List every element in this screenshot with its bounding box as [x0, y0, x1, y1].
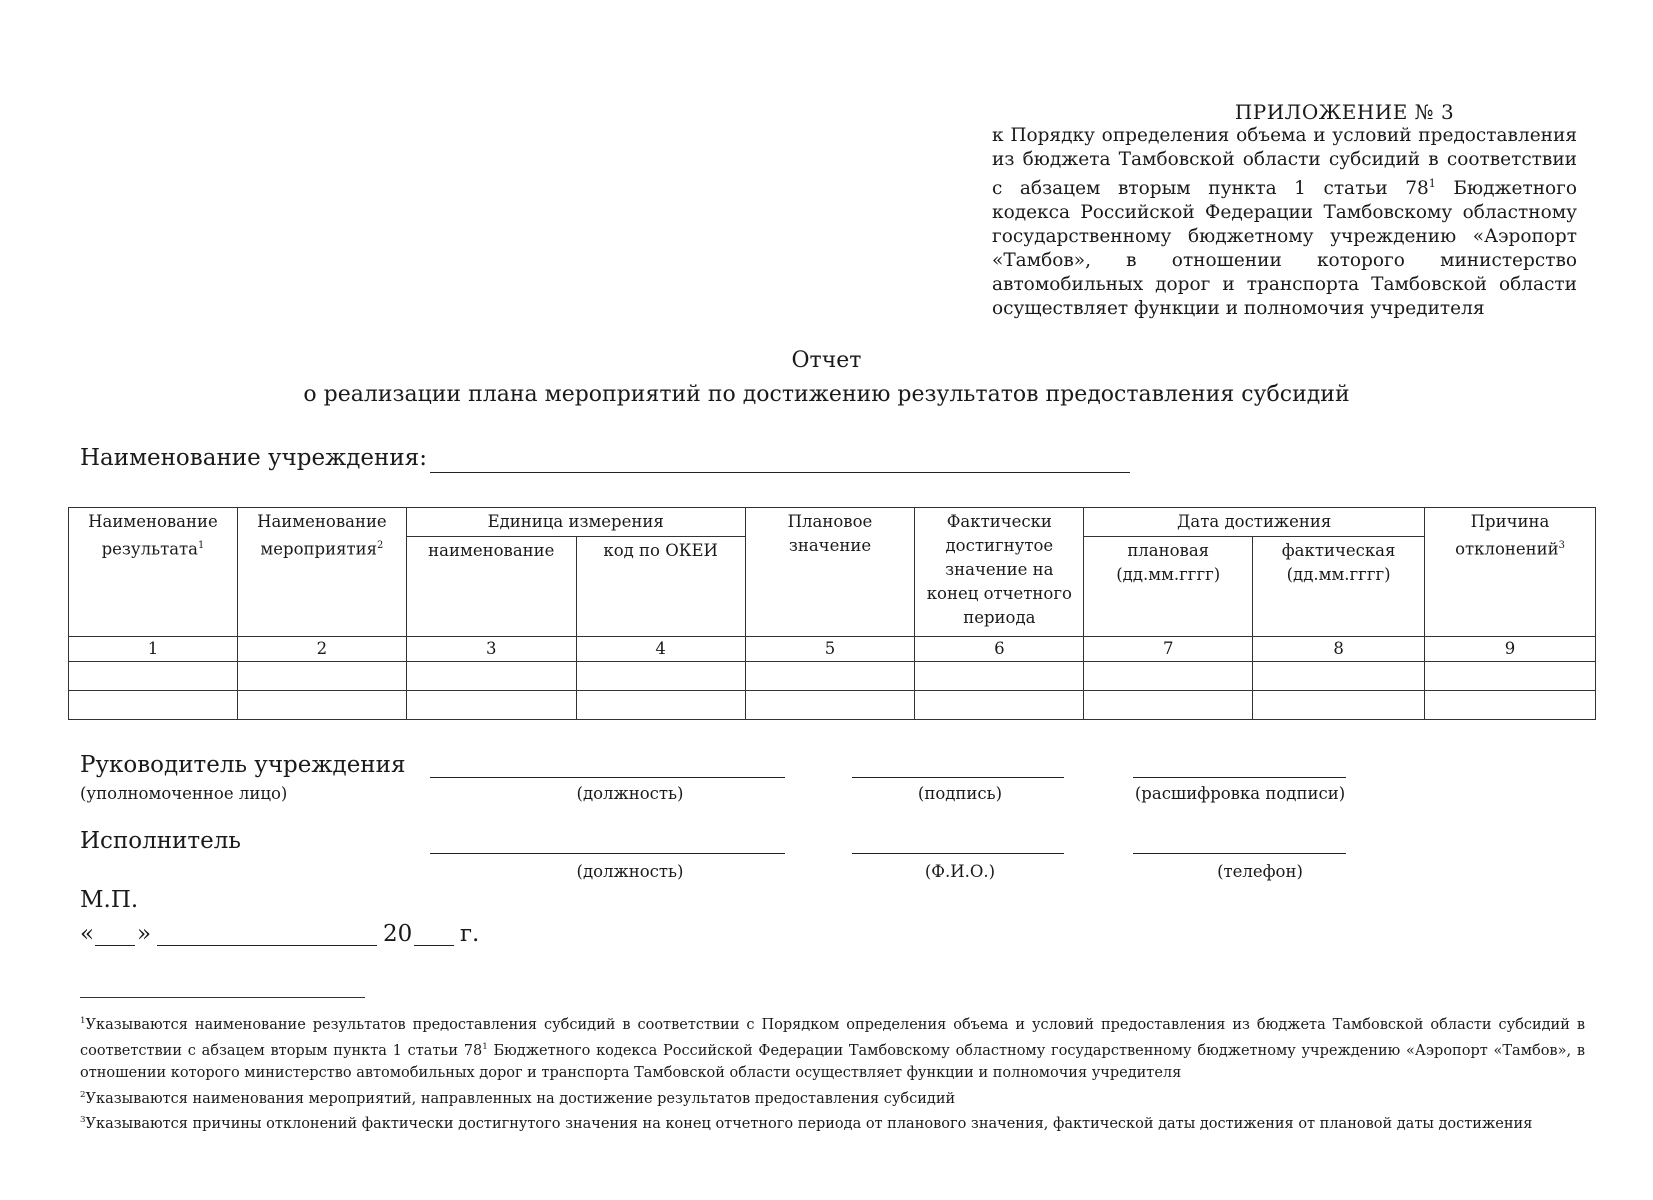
- table-cell[interactable]: [915, 691, 1084, 720]
- table-cell[interactable]: [237, 691, 406, 720]
- table-cell[interactable]: [69, 691, 238, 720]
- header-unit-name: наименование: [406, 537, 576, 637]
- header-date-plan: плановая (дд.мм.гггг): [1084, 537, 1253, 637]
- stamp-label: М.П.: [80, 887, 139, 913]
- col-number: 6: [915, 637, 1084, 662]
- caption-phone: (телефон): [1217, 862, 1303, 881]
- report-table: [68, 507, 1596, 720]
- executor-label: Исполнитель: [80, 828, 241, 854]
- appendix-block: [992, 100, 1577, 321]
- institution-label: Наименование учреждения:: [80, 445, 427, 471]
- header-actual-value: Фактически достигнутое значение на конец отчетного периода: [915, 508, 1084, 637]
- executor-position-line[interactable]: [430, 853, 785, 854]
- table-cell[interactable]: [1425, 691, 1596, 720]
- date-suffix: г.: [460, 921, 480, 947]
- date-day-line[interactable]: [95, 945, 135, 946]
- head-label: Руководитель учреждения: [80, 752, 406, 778]
- date-year-line[interactable]: [414, 945, 454, 946]
- col-number: 2: [237, 637, 406, 662]
- appendix-text: к Порядку определения объема и условий предоставления из бюджета Тамбовской области субсидий в соответствии с абзацем вторым пункта 1 статьи $78^1$ Бюджетного кодекса Российской Федерации Тамбовскому областному государственному бюджетному учреждению «Аэропорт «Тамбов», в отношении которого министерство автомобильных дорог и транспорта Тамбовской области осуществляет функции и полномочия учредителя: [992, 125, 1577, 320]
- table-cell[interactable]: [69, 662, 238, 691]
- caption-fio: (Ф.И.О.): [924, 862, 996, 881]
- table-cell[interactable]: [576, 691, 745, 720]
- col-number: 7: [1084, 637, 1253, 662]
- col-number: 9: [1425, 637, 1596, 662]
- col-number: 8: [1253, 637, 1425, 662]
- header-reason: Причина отклонений$^3$: [1425, 508, 1596, 637]
- table-cell[interactable]: [576, 662, 745, 691]
- institution-name-line[interactable]: [430, 472, 1130, 473]
- table-cell[interactable]: [1253, 691, 1425, 720]
- executor-phone-line[interactable]: [1133, 853, 1346, 854]
- head-signature-line[interactable]: [852, 777, 1064, 778]
- head-sublabel: (уполномоченное лицо): [80, 784, 288, 803]
- header-result: Наименование результата$^1$: [69, 508, 238, 637]
- table-cell[interactable]: [237, 662, 406, 691]
- table-cell[interactable]: [406, 691, 576, 720]
- col-number: 3: [406, 637, 576, 662]
- date-year-prefix: 20: [383, 921, 413, 947]
- table-cell[interactable]: [745, 662, 915, 691]
- header-unit-code: код по ОКЕИ: [576, 537, 745, 637]
- table-cell[interactable]: [1425, 662, 1596, 691]
- footnotes: [80, 1010, 1585, 1135]
- table-row: [69, 662, 1596, 691]
- date-month-line[interactable]: [157, 945, 377, 946]
- header-event: Наименование мероприятия$^2$: [237, 508, 406, 637]
- head-signature-decode-line[interactable]: [1133, 777, 1346, 778]
- caption-position: (должность): [576, 784, 684, 803]
- caption-signature: (подпись): [917, 784, 1003, 803]
- date-close-quote: »: [137, 921, 152, 947]
- header-date-fact: фактическая (дд.мм.гггг): [1253, 537, 1425, 637]
- column-numbers-row: [69, 637, 1596, 662]
- table-cell[interactable]: [1084, 691, 1253, 720]
- header-unit: Единица измерения: [406, 508, 745, 537]
- date-open-quote: «: [80, 921, 95, 947]
- header-achievement-date: Дата достижения: [1084, 508, 1425, 537]
- table-cell[interactable]: [1084, 662, 1253, 691]
- executor-fio-line[interactable]: [852, 853, 1064, 854]
- table-cell[interactable]: [745, 691, 915, 720]
- col-number: 1: [69, 637, 238, 662]
- report-subtitle: о реализации плана мероприятий по достижению результатов предоставления субсидий: [303, 382, 1350, 407]
- appendix-heading: ПРИЛОЖЕНИЕ № 3: [1234, 100, 1455, 124]
- report-title: Отчет: [791, 348, 862, 373]
- footnote-1: $^1$Указываются наименование результатов предоставления субсидий в соответствии с Порядком определения объема и условий предоставления из бюджета Тамбовской области субсидий в соответствии с абзацем вторым пункта 1 статьи $78^1$ Бюджетного кодекса Российской Федерации Тамбовскому областному государственному бюджетному учреждению «Аэропорт «Тамбов», в отношении которого министерство автомобильных дорог и транспорта Тамбовской области осуществляет функции и полномочия учредителя: [80, 1016, 1585, 1081]
- footnote-3: $^3$Указываются причины отклонений фактически достигнутого значения на конец отчетного периода от планового значения, фактической даты достижения от плановой даты достижения: [80, 1115, 1533, 1133]
- caption-position-2: (должность): [576, 862, 684, 881]
- table-cell[interactable]: [915, 662, 1084, 691]
- table-cell[interactable]: [1253, 662, 1425, 691]
- header-plan-value: Плановое значение: [745, 508, 915, 637]
- col-number: 4: [576, 637, 745, 662]
- caption-signature-decode: (расшифровка подписи): [1134, 784, 1346, 803]
- footnote-divider: [80, 997, 365, 998]
- table-cell[interactable]: [406, 662, 576, 691]
- table-row: [69, 691, 1596, 720]
- head-position-line[interactable]: [430, 777, 785, 778]
- col-number: 5: [745, 637, 915, 662]
- footnote-2: $^2$Указываются наименования мероприятий, направленных на достижение результатов предоставления субсидий: [80, 1089, 956, 1107]
